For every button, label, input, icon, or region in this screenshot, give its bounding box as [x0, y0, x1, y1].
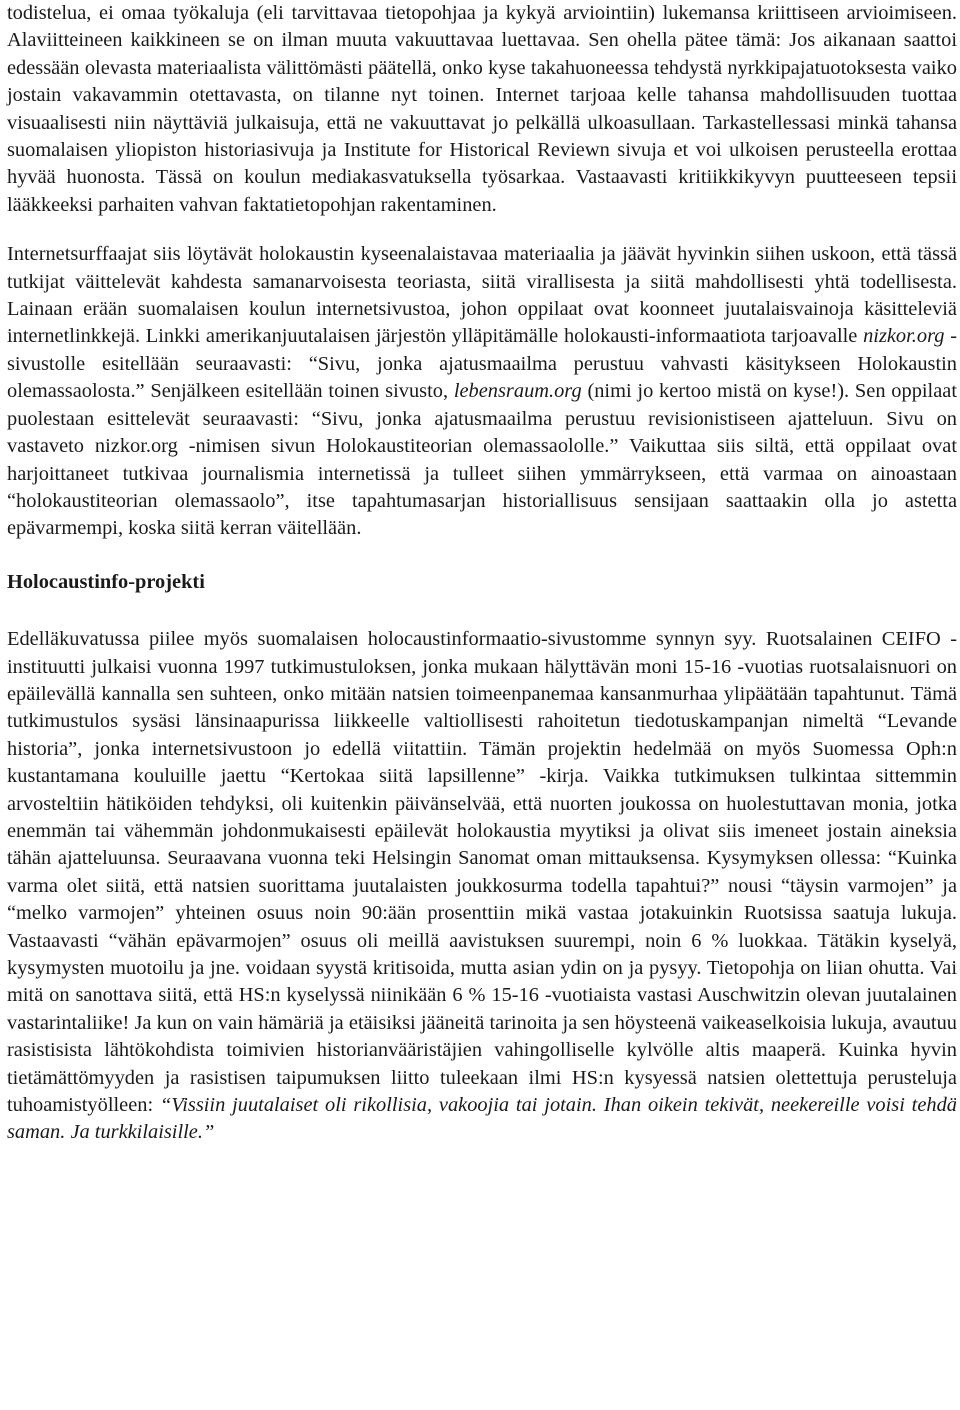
- site-name-lebensraum: lebensraum.org: [453, 380, 582, 403]
- paragraph-intro-text: todistelua, ei omaa työkaluja (eli tarvittavaa tietopohjaa ja kykyä arviointiin) lukemansa kriittiseen arvioimiseen. Alaviitteineen kaikkineen se on ilman muuta vakuuttavaa luettavaa. Sen ohella pätee tämä: Jos aikanaan saattoi edessään olevasta materiaalista välittömästi päätellä, onko kyse takahuoneessa tehdystä nyrkkipajatuotoksesta vaiko jostain vakavammin otettavasta, on tilanne nyt toinen. Internet tarjoaa kelle tahansa mahdollisuuden tuottaa visuaalisesti niin näyttäviä julkaisuja, että ne vakuuttavat jo pelkällä ulkoasullaan. Tarkastellessasi minkä tahansa suomalaisen yliopiston historiasivuja ja Institute for Historical Reviewn sivuja et voi ulkoisen perusteella erottaa hyvää huonosta. Tässä on koulun mediakasvatuksella työsarkaa. Vastaavasti kritiikkikyvyn puutteeseen tepsii lääkkeeksi parhaiten vahvan faktatietopohjan rakentaminen.: [7, 2, 957, 216]
- paragraph-text: Edelläkuvatussa piilee myös suomalaisen holocaustinformaatio-sivustomme synnyn syy. Ruotsalainen CEIFO -instituutti julkaisi vuonna 1997 tutkimustuloksen, jonka mukaan hälyttävän moni 15-16 -vuotias ruotsalaisnuori on epäilevällä kannalla sen suhteen, onko mitään natsien toimeenpanemaa kansanmurhaa ylipäätään tapahtunut. Tämä tutkimustulos sysäsi länsinaapurissa liikkeelle valtiollisesti rahoitetun tiedotuskampanjan nimeltä “Levande historia”, jonka internetsivustoon jo edellä viitattiin. Tämän projektin hedelmää on myös Suomessa Oph:n kustantamana kouluille jaettu “Kertokaa siitä lapsillenne” -kirja. Vaikka tutkimuksen tulkintaa sittemmin arvosteltiin hätiköiden tehdyksi, oli kuitenkin päivänselvää, että nuorten joukossa on huolestuttavan monia, jotka enemmän tai vähemmän johdonmukaisesti epäilevät holokaustia myytiksi ja olivat siis imeneet jostain aineksia tähän ajatteluunsa. Seuraavana vuonna teki Helsingin Sanomat oman mittauksensa. Kysymyksen ollessa: “Kuinka varma olet siitä, että natsien suorittama juutalaisten joukkosurma todella tapahtui?” nousi “täysin varmojen” ja “melko varmojen” yhteinen osuus noin 90:ään prosenttiin mikä vastaa jotakuinkin Ruotsissa saatuja lukuja. Vastaavasti “vähän epävarmojen” osuus oli meillä aavistuksen suurempi, noin 6 % luokkaa. Tätäkin kyselyä, kysymysten muotoilu ja jne. voidaan syystä kritisoida, mutta asian ydin on ja pysyy. Tietopohja on liian ohutta. Vai mitä on sanottava siitä, että HS:n kyselyssä niinikään 6 % 15-16 -vuotiaista vastasi Auschwitzin olevan juutalainen vastarintaliike! Ja kun on vain hämäriä ja etäisiksi jääneitä tarinoita ja sen höysteenä vaikeaselkoisia lukuja, avautuu rasistisista lähtökohdista toimivien historianvääristäjien vahingolliselle kylvölle altis maaperä. Kuinka hyvin tietämättömyyden ja rasistisen taipumuksen liitto tuleekaan ilmi HS:n kysyessä natsien olettettuja perusteluja tuhoamistyölleen:: [7, 628, 957, 1117]
- document-page: [7, 0, 957, 1147]
- quoted-statement: “Vissiin juutalaiset oli rikollisia, vakoojia tai jotain. Ihan oikein tekivät, neekereille voisi tehdä saman. Ja turkkilaisille.”: [7, 1094, 957, 1144]
- section-heading: Holocaustinfo-projekti: [7, 570, 205, 593]
- paragraph-holocaustinfo: [7, 626, 957, 1147]
- paragraph-spacer: [7, 219, 957, 241]
- heading-spacer-bottom: [7, 596, 957, 626]
- heading-spacer-top: [7, 543, 957, 569]
- paragraph-intro: [7, 0, 957, 219]
- paragraph-text: -sivustolle esitellään seuraavasti: “Sivu, jonka ajatusmaailma perustuu vahvasti käsitykseen Holokaustin olemassaolosta.” Senjälkeen esitellään toinen sivusto,: [7, 325, 957, 403]
- paragraph-text: Internetsurffaajat siis löytävät holokaustin kyseenalaistavaa materiaalia ja jäävät hyvinkin siihen uskoon, että tässä tutkijat väittelevät kahdesta samanarvoisesta teoriasta, siitä virallisesta ja siitä mahdollisesti yhtä todellisesta. Lainaan erään suomalaisen koulun internetsivustoa, johon oppilaat ovat koonneet juutalaisvainoja käsitteleviä internetlinkkejä. Linkki amerikanjuutalaisen järjestön ylläpitämälle holokausti-informaatiota tarjoavalle: [7, 243, 957, 348]
- paragraph-internet-surfers: [7, 241, 957, 542]
- site-name-nizkor: nizkor.org: [863, 325, 945, 348]
- paragraph-text: (nimi jo kertoo mistä on kyse!). Sen oppilaat puolestaan esittelevät seuraavasti: “Sivu, jonka ajatusmaailma perustuu revisionistiseen ajatteluun. Sivu on vastaveto nizkor.org -nimisen sivun Holokaustiteorian olemassaololle.” Vaikuttaa siis siltä, että oppilaat ovat harjoittaneet tutkivaa journalismia internetissä ja tulleet siihen ymmärrykseen, että varmaa on ainoastaan “holokaustiteorian olemassaolo”, itse tapahtumasarjan historiallisuus sensijaan saattaakin olla jo astetta epävarmempi, koska siitä kerran väitellään.: [7, 380, 957, 540]
